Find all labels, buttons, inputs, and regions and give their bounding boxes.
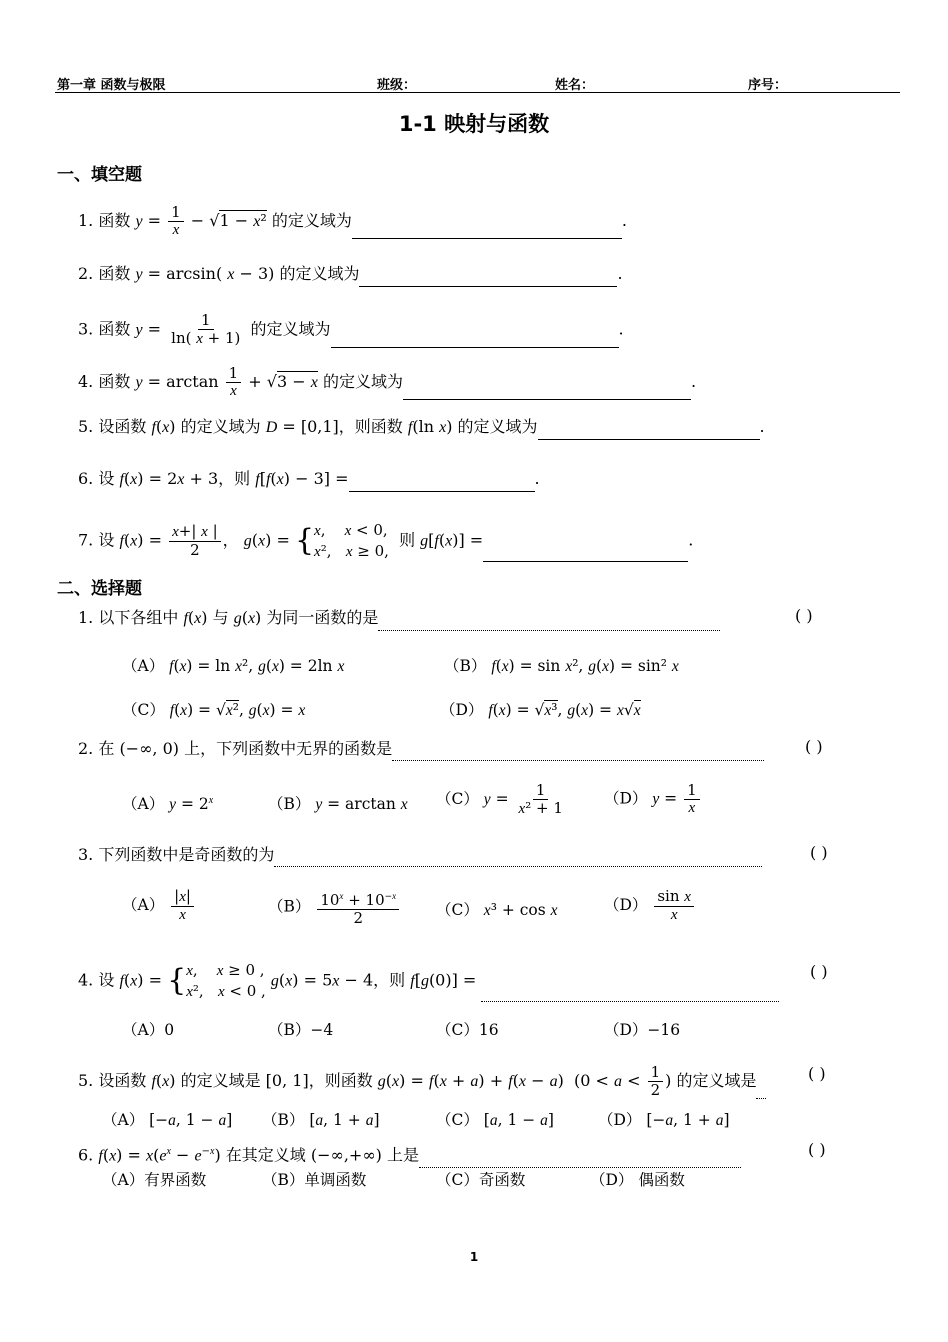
page-number: 1 (469, 1250, 479, 1264)
option-a[interactable]: （A） $\frac{|x|}{x}$ (122, 888, 196, 924)
option-a[interactable]: （A） f(x) = ln x², g(x) = 2ln x (122, 657, 345, 675)
option-d[interactable]: （D） y = $\frac{1}{x}$ (604, 782, 702, 817)
option-b[interactable]: （B） y = arctan x (268, 795, 408, 813)
q-post: 的定义域为 (271, 211, 352, 230)
choice-question-1: 1. 以下各组中 f(x) 与 g(x) 为同一函数的是 (78, 606, 720, 631)
option-a[interactable]: （A）0 (122, 1021, 175, 1039)
choice-question-6: 6. $f(x) = x(e^x - e^{-x})$ 在其定义域 (−∞,+∞) 上是 (78, 1140, 741, 1168)
option-a[interactable]: （A） [−a, 1 − a] (102, 1111, 233, 1129)
option-b[interactable]: （B） f(x) = sin x², g(x) = sin² x (444, 657, 679, 675)
answer-blank[interactable] (403, 381, 691, 400)
answer-paren[interactable]: ( ) (810, 843, 828, 862)
name-label: 姓名： (555, 78, 595, 93)
answer-paren[interactable]: ( ) (808, 1140, 826, 1159)
answer-blank[interactable] (349, 473, 535, 492)
fill-question-1: 1. 函数 y = $\frac{1}{x}$ − √1 − x² 的定义域为 . (78, 203, 627, 238)
fill-question-6: 6. 设 f(x) = 2x + 3，则 f[f(x) − 3] = . (78, 467, 540, 492)
option-b[interactable]: （B）−4 (268, 1021, 334, 1039)
class-label: 班级： (377, 78, 417, 93)
option-c[interactable]: （C） f(x) = √x², g(x) = x (122, 701, 306, 719)
option-d[interactable]: （D） 偶函数 (590, 1171, 685, 1189)
section1-heading: 一、填空题 (57, 165, 142, 185)
option-c[interactable]: （C） y = $\frac{1}{\text{x² + 1}}$ (436, 781, 563, 817)
seq-label: 序号： (748, 78, 788, 93)
option-a[interactable]: （A）有界函数 (102, 1171, 207, 1189)
answer-paren[interactable]: ( ) (805, 737, 823, 756)
choice-question-2: 2. 在 (−∞, 0) 上，下列函数中无界的函数是 (78, 737, 764, 761)
option-b[interactable]: （B）单调函数 (262, 1171, 367, 1189)
chapter-label: 第一章 函数与极限 (57, 78, 166, 93)
option-d[interactable]: （D） [−a, 1 + a] (598, 1111, 730, 1129)
option-d[interactable]: （D） $\frac{\text{sin x}}{x}$ (604, 888, 696, 924)
choice-question-3: 3. 下列函数中是奇函数的为 (78, 843, 762, 867)
answer-paren[interactable]: ( ) (808, 1064, 826, 1083)
choice-question-4: 4. 设 f(x) = { x, x ≥ 0 , x², x < 0 , g(x) = 5x − 4，则 f[g(0)] = (78, 960, 779, 1002)
option-c[interactable]: （C）奇函数 (436, 1171, 526, 1189)
option-c[interactable]: （C） [a, 1 − a] (436, 1111, 554, 1129)
option-b[interactable]: （B） $\frac{10^x + 10^{-x}}{2}$ (268, 888, 401, 927)
page-title: 1-1 映射与函数 (398, 112, 550, 136)
q-num: 1. (78, 211, 94, 230)
fill-question-5: 5. 设函数 f(x) 的定义域为 D = [0,1]，则函数 f(ln x) 的定义域为 . (78, 415, 765, 440)
answer-blank[interactable] (483, 543, 688, 562)
answer-blank[interactable] (331, 329, 619, 348)
q-pre: 函数 (98, 211, 131, 230)
option-b[interactable]: （B） [a, 1 + a] (262, 1111, 380, 1129)
answer-blank[interactable] (352, 220, 622, 239)
option-d[interactable]: （D）−16 (604, 1021, 681, 1039)
option-c[interactable]: （C）16 (436, 1021, 499, 1039)
answer-paren[interactable]: ( ) (795, 606, 813, 625)
fill-question-4: 4. 函数 y = arctan $\frac{1}{x}$ + √3 − x 的定义域为 . (78, 364, 697, 399)
fill-question-7: 7. 设 f(x) = $\frac{x+| x |}{2}$ ， g(x) = { x, x < 0, x², x ≥ 0, 则 g[f(x)] = . (78, 521, 694, 560)
option-a[interactable]: （A） $y = 2^x$ (122, 794, 214, 813)
option-d[interactable]: （D） f(x) = √x³, g(x) = x√x (440, 701, 641, 719)
answer-blank[interactable] (538, 421, 760, 440)
option-c[interactable]: （C） x³ + cos x (436, 901, 558, 919)
answer-blank[interactable] (359, 268, 617, 287)
choice-question-5: 5. 设函数 f(x) 的定义域是 [0, 1]，则函数 g(x) = f(x + a) + f(x − a) (0 < a < $\frac{1}{2}$ ) 的定义域是 (78, 1064, 766, 1099)
answer-paren[interactable]: ( ) (810, 962, 828, 981)
header-rule (55, 92, 900, 93)
fill-question-2: 2. 函数 y = arcsin( x − 3) 的定义域为 . (78, 262, 623, 287)
section2-heading: 二、选择题 (57, 579, 142, 599)
fill-question-3: 3. 函数 y = $\frac{1}{\ln( x + 1)}$ 的定义域为 . (78, 311, 624, 347)
